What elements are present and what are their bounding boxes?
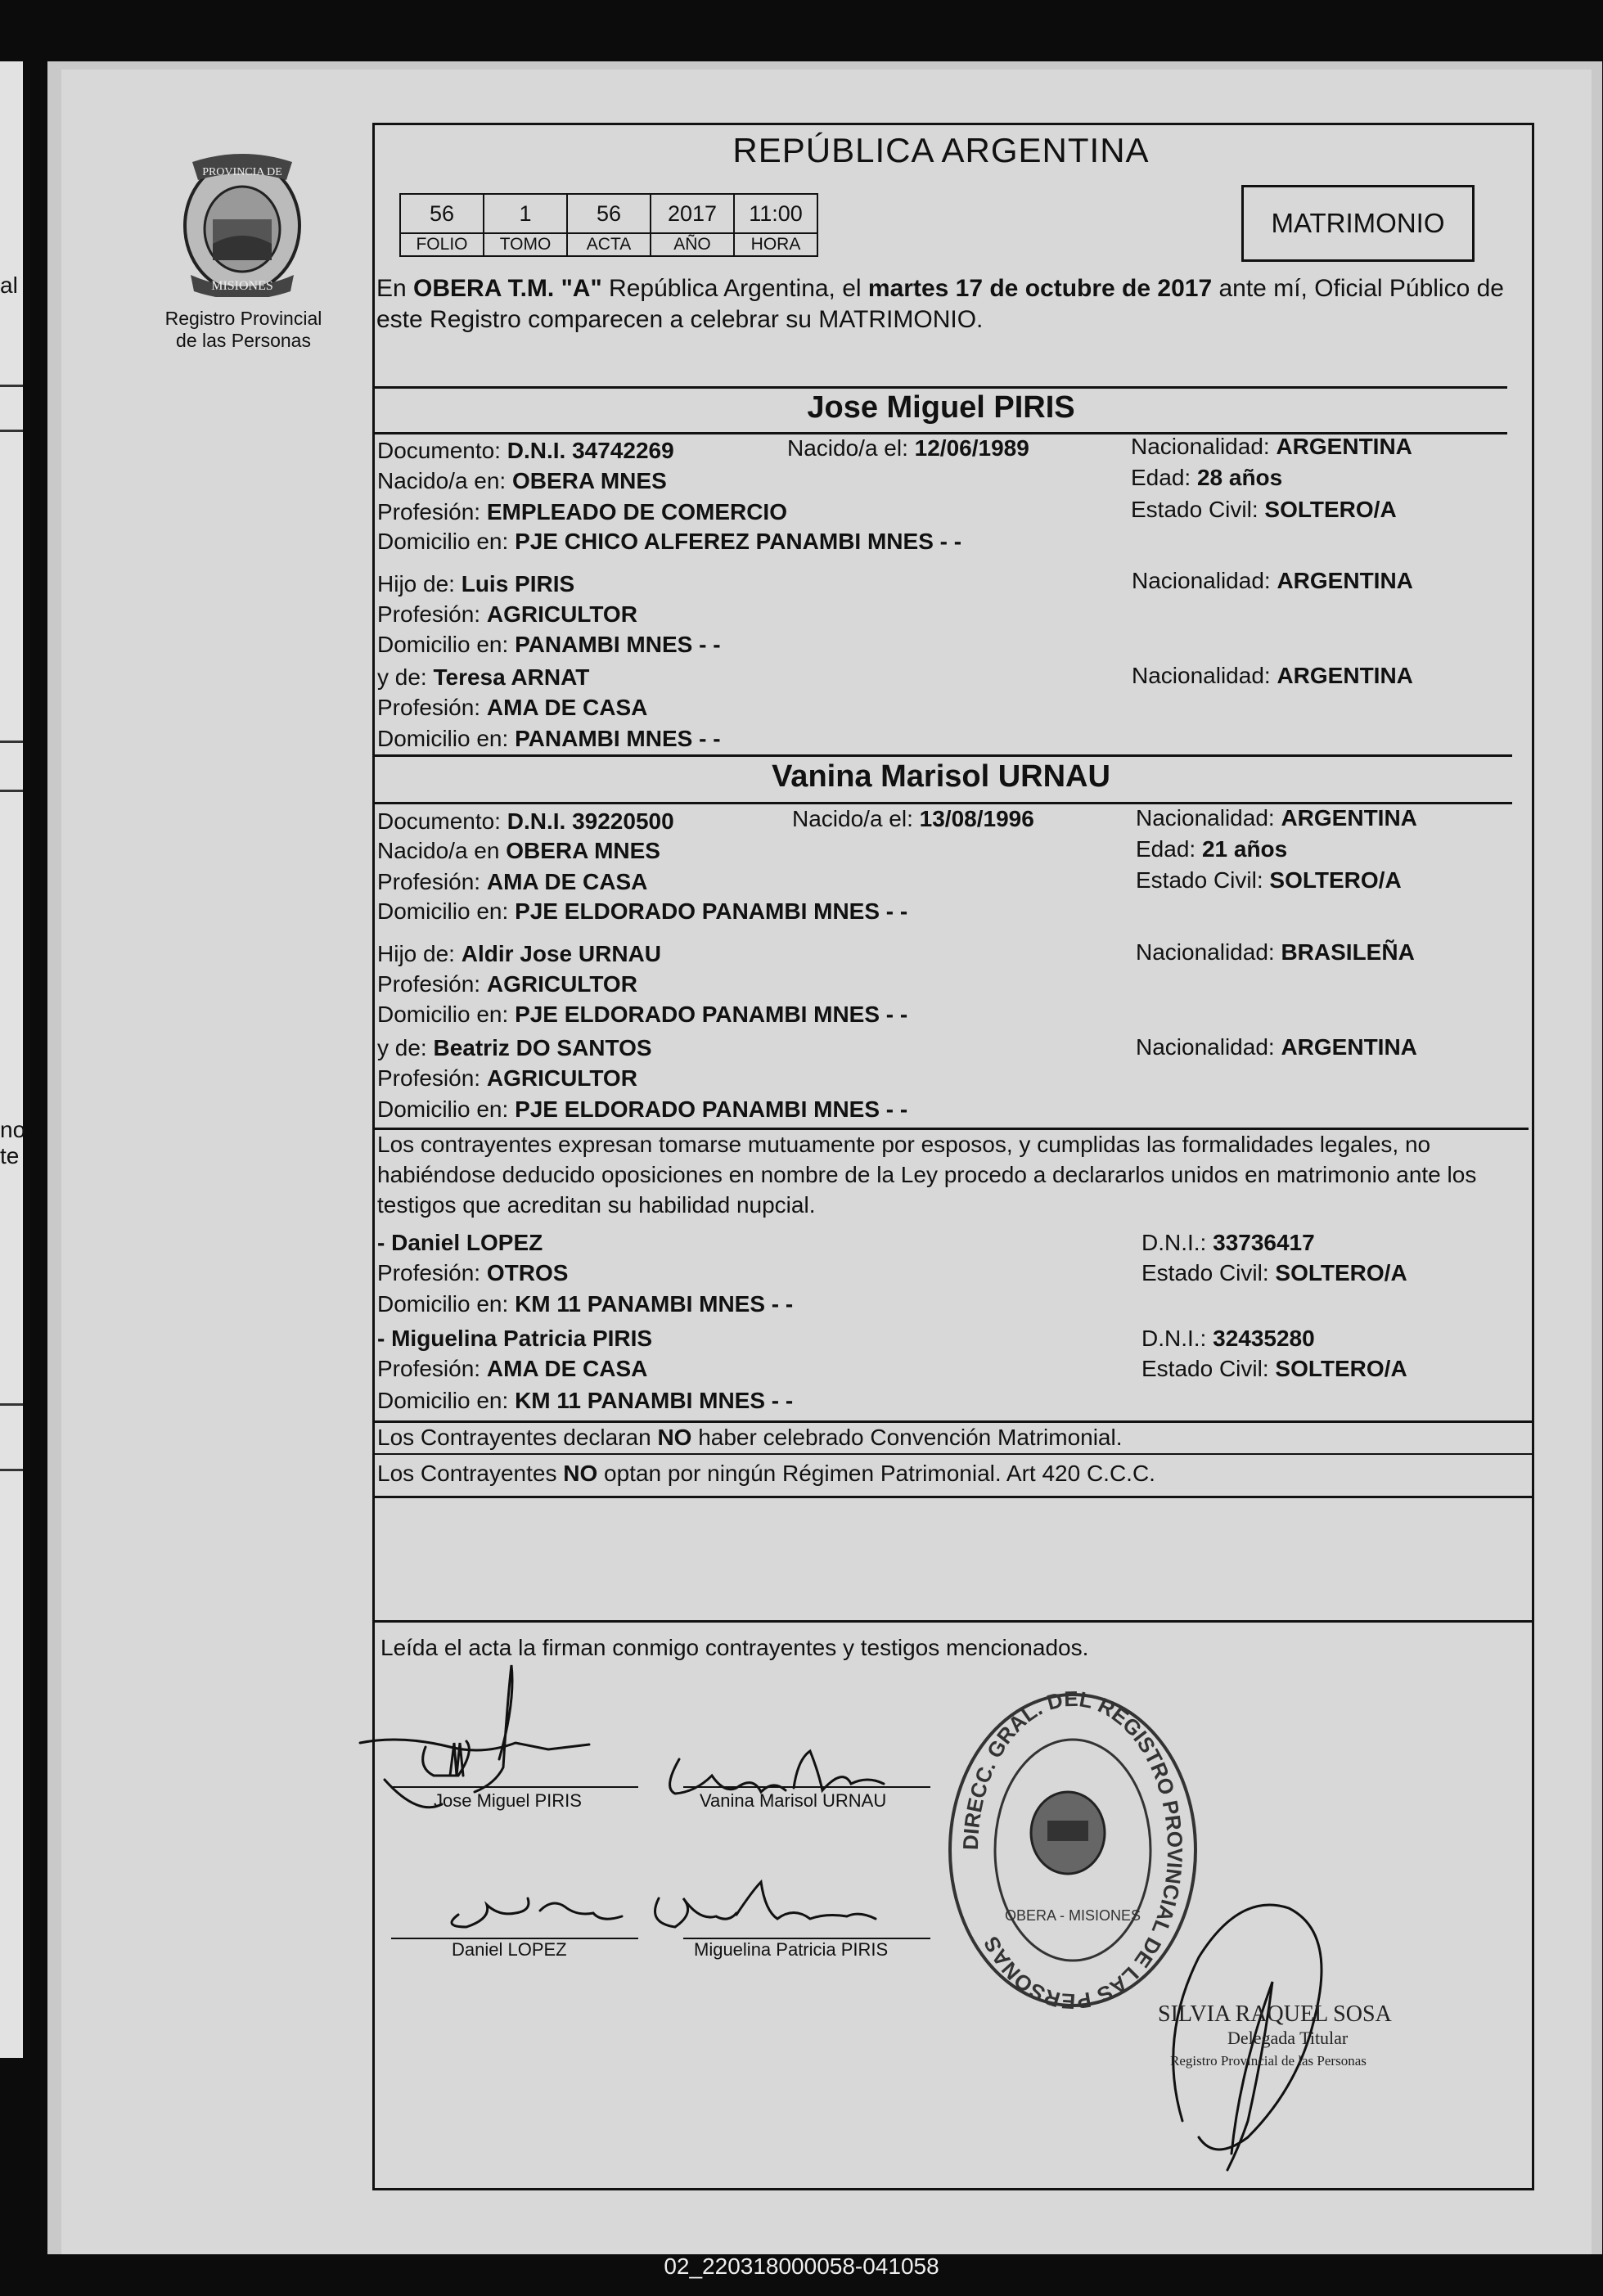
- official-office: Registro Provincial de las Personas: [1170, 2053, 1367, 2069]
- field-label: Estado Civil:: [1141, 1356, 1269, 1381]
- spouse1-name: Jose Miguel PIRIS: [807, 390, 1075, 425]
- declaration-paragraph: Los contrayentes expresan tomarse mutuamente por esposos, y cumplidas las formalidades legales, no habiéndose deducido oposiciones en nombre de la Ley procedo a declararlos unidos en matrimonio ante los testigos que acreditan su habilidad nupcial.: [377, 1132, 1477, 1218]
- spouse2-madre-domicilio: [377, 1096, 907, 1123]
- field-label: Edad:: [1131, 465, 1191, 490]
- previous-page-edge: [0, 61, 26, 2058]
- field-label: D.N.I.:: [1141, 1230, 1207, 1255]
- field-label: Domicilio en:: [377, 529, 509, 554]
- witness1-domicilio: [377, 1291, 793, 1317]
- intro-paragraph: [376, 273, 1514, 335]
- divider: [375, 754, 1512, 757]
- spouse1-padre-nacionalidad: [1132, 568, 1413, 594]
- field-label: Profesión:: [377, 695, 481, 720]
- spouse2-nacido-en: [377, 838, 660, 864]
- field-value: Luis PIRIS: [461, 571, 575, 597]
- divider: [0, 741, 23, 743]
- witness2-dni: [1141, 1326, 1315, 1352]
- witness1-estado-civil: [1141, 1260, 1407, 1286]
- spouse2-padre-domicilio: [377, 1002, 907, 1028]
- signature-line: [683, 1786, 930, 1788]
- text-emphasis: NO: [657, 1425, 692, 1450]
- spouse2-nacionalidad: [1136, 805, 1417, 831]
- prev-page-fragment: al: [0, 272, 18, 298]
- spouse1-padre-domicilio: [377, 632, 721, 658]
- field-label: Nacido/a el:: [787, 435, 908, 461]
- field-label: Estado Civil:: [1136, 867, 1263, 893]
- field-value: PJE CHICO ALFEREZ PANAMBI MNES - -: [515, 529, 962, 554]
- intro-text: En: [376, 275, 414, 302]
- field-value: PANAMBI MNES - -: [515, 726, 721, 751]
- field-label: Nacido/a en: [377, 838, 500, 863]
- spouse2-profesion: [377, 869, 647, 895]
- tomo-label: TOMO: [484, 233, 567, 256]
- field-label: Profesión:: [377, 601, 481, 627]
- convention-line-1: [377, 1425, 1123, 1451]
- field-label: y de:: [377, 664, 427, 690]
- text: Los Contrayentes: [377, 1461, 564, 1486]
- field-value: SOLTERO/A: [1264, 497, 1397, 522]
- field-value: ARGENTINA: [1277, 568, 1413, 593]
- spouse2-estado-civil: [1136, 867, 1402, 894]
- field-label: Edad:: [1136, 836, 1196, 862]
- prev-page-fragment: no: [0, 1117, 26, 1142]
- field-value: PJE ELDORADO PANAMBI MNES - -: [515, 898, 908, 924]
- misiones-coat-of-arms-logo: [176, 154, 308, 297]
- spouse2-padre-nacionalidad: [1136, 939, 1415, 966]
- field-value: PANAMBI MNES - -: [515, 632, 721, 657]
- field-value: BRASILEÑA: [1281, 939, 1415, 965]
- field-label: Estado Civil:: [1141, 1260, 1269, 1285]
- footer-document-id: 02_220318000058-041058: [664, 2253, 939, 2279]
- tomo-value: 1: [484, 194, 567, 233]
- witness2-name: [377, 1326, 652, 1352]
- spouse2-edad: [1136, 836, 1287, 862]
- field-label: Profesión:: [377, 1356, 481, 1381]
- field-label: Nacionalidad:: [1132, 663, 1271, 688]
- text-emphasis: NO: [563, 1461, 598, 1486]
- convention-line-2: [377, 1461, 1155, 1487]
- spouse1-padre-profesion: [377, 601, 637, 628]
- hora-value: 11:00: [734, 194, 817, 233]
- field-value: AMA DE CASA: [486, 1356, 648, 1381]
- logo-text-bottom: MISIONES: [211, 279, 273, 293]
- field-value: ARGENTINA: [1281, 805, 1417, 831]
- field-label: Domicilio en:: [377, 1096, 509, 1122]
- witness2-domicilio: [377, 1388, 793, 1414]
- spouse2-domicilio: [377, 898, 907, 925]
- field-value: KM 11 PANAMBI MNES - -: [515, 1291, 794, 1317]
- spouse1-nacido-el: [787, 435, 1029, 461]
- field-label: Profesión:: [377, 971, 481, 997]
- field-label: Nacionalidad:: [1136, 805, 1275, 831]
- closing-statement: Leída el acta la firman conmigo contrayentes y testigos mencionados.: [380, 1635, 1089, 1660]
- field-label: Hijo de:: [377, 571, 455, 597]
- field-value: AMA DE CASA: [486, 869, 648, 894]
- field-value: Beatriz DO SANTOS: [433, 1035, 652, 1060]
- intro-text: República Argentina, el: [601, 275, 868, 302]
- divider: [375, 802, 1512, 804]
- field-value: AMA DE CASA: [486, 695, 648, 720]
- text: Los Contrayentes declaran: [377, 1425, 658, 1450]
- field-value: ARGENTINA: [1281, 1034, 1417, 1060]
- field-value: KM 11 PANAMBI MNES - -: [515, 1388, 794, 1413]
- witness2-profesion: [377, 1356, 647, 1382]
- field-value: SOLTERO/A: [1275, 1356, 1407, 1381]
- field-value: 12/06/1989: [914, 435, 1029, 461]
- intro-place: OBERA T.M. "A": [413, 275, 602, 302]
- spouse1-madre-profesion: [377, 695, 647, 721]
- witness1-profesion: [377, 1260, 568, 1286]
- signature-name-jose: Jose Miguel PIRIS: [434, 1790, 582, 1811]
- spouse1-nacionalidad: [1131, 434, 1412, 460]
- act-type-box: MATRIMONIO: [1241, 185, 1475, 262]
- field-label: y de:: [377, 1035, 427, 1060]
- field-value: SOLTERO/A: [1275, 1260, 1407, 1285]
- field-value: PJE ELDORADO PANAMBI MNES - -: [515, 1096, 908, 1122]
- field-value: EMPLEADO DE COMERCIO: [486, 499, 787, 524]
- spouse1-padre: [377, 571, 574, 597]
- field-value: - Miguelina Patricia PIRIS: [377, 1326, 653, 1351]
- field-label: Hijo de:: [377, 941, 455, 966]
- divider: [0, 790, 23, 792]
- logo-caption-line1: Registro Provincial: [164, 308, 322, 329]
- spouse2-padre-profesion: [377, 971, 637, 997]
- spouse1-madre: [377, 664, 589, 691]
- intro-date: martes 17 de octubre de 2017: [867, 275, 1213, 302]
- spouse1-domicilio: [377, 529, 961, 555]
- field-value: AGRICULTOR: [486, 1065, 637, 1091]
- spouse2-nacido-el: [792, 806, 1034, 832]
- field-value: 33736417: [1213, 1230, 1315, 1255]
- acta-value: 56: [567, 194, 651, 233]
- field-value: AGRICULTOR: [486, 601, 637, 627]
- spouse2-padre: [377, 941, 661, 967]
- field-label: Estado Civil:: [1131, 497, 1259, 522]
- field-value: OTROS: [486, 1260, 569, 1285]
- spouse2-name: Vanina Marisol URNAU: [772, 759, 1110, 794]
- field-value: 28 años: [1196, 465, 1283, 490]
- signature-name-vanina: Vanina Marisol URNAU: [700, 1790, 887, 1811]
- field-value: Teresa ARNAT: [433, 664, 590, 690]
- witness1-dni: [1141, 1230, 1315, 1256]
- witness1-name: [377, 1230, 543, 1256]
- official-name: SILVIA RAQUEL SOSA: [1158, 2001, 1392, 2027]
- field-label: Nacionalidad:: [1131, 434, 1270, 459]
- field-label: Domicilio en:: [377, 1388, 509, 1413]
- logo-caption: [147, 308, 340, 352]
- field-label: Nacionalidad:: [1132, 568, 1271, 593]
- signature-name-daniel: Daniel LOPEZ: [452, 1939, 567, 1960]
- field-label: Profesión:: [377, 869, 481, 894]
- divider: [0, 1403, 23, 1406]
- spouse1-madre-domicilio: [377, 726, 721, 752]
- field-value: OBERA MNES: [506, 838, 660, 863]
- spouse2-madre-nacionalidad: [1136, 1034, 1417, 1060]
- field-label: Documento:: [377, 808, 501, 834]
- anio-value: 2017: [651, 194, 734, 233]
- divider: [375, 1420, 1533, 1423]
- anio-label: AÑO: [651, 233, 734, 256]
- signature-line: [391, 1786, 638, 1788]
- page-title: REPÚBLICA ARGENTINA: [732, 131, 1150, 169]
- field-label: Profesión:: [377, 499, 481, 524]
- field-value: PJE ELDORADO PANAMBI MNES - -: [515, 1002, 908, 1027]
- spouse1-estado-civil: [1131, 497, 1397, 523]
- divider: [375, 386, 1507, 389]
- spouse2-madre-profesion: [377, 1065, 637, 1092]
- official-signature: [1150, 1875, 1461, 2174]
- stamp-inner-text: OBERA - MISIONES: [1004, 1907, 1141, 1924]
- registry-info-table: [399, 193, 818, 257]
- field-value: 13/08/1996: [919, 806, 1034, 831]
- field-label: Nacionalidad:: [1136, 939, 1275, 965]
- field-value: ARGENTINA: [1276, 434, 1412, 459]
- folio-value: 56: [400, 194, 484, 233]
- field-label: Profesión:: [377, 1260, 481, 1285]
- prev-page-fragment: te: [0, 1143, 20, 1168]
- logo-caption-line2: de las Personas: [176, 330, 311, 351]
- spouse1-profesion: [377, 499, 787, 525]
- spouse1-nacido-en: [377, 468, 667, 494]
- field-label: Nacido/a el:: [792, 806, 913, 831]
- field-label: Domicilio en:: [377, 898, 509, 924]
- field-label: Domicilio en:: [377, 632, 509, 657]
- divider: [0, 1469, 23, 1471]
- spouse1-documento: [377, 438, 674, 464]
- field-label: Nacido/a en:: [377, 468, 507, 493]
- intro-text: ante mí, Oficial Público de este Registro comparecen a celebrar su MATRIMONIO.: [376, 275, 1504, 333]
- folio-label: FOLIO: [400, 233, 484, 256]
- field-value: D.N.I. 39220500: [507, 808, 674, 834]
- logo-text-top: PROVINCIA DE: [202, 166, 282, 178]
- spouse2-documento: [377, 808, 674, 835]
- divider: [0, 430, 23, 432]
- signature-name-miguelina: Miguelina Patricia PIRIS: [694, 1939, 889, 1960]
- field-value: OBERA MNES: [512, 468, 667, 493]
- spouse1-edad: [1131, 465, 1282, 491]
- field-label: Documento:: [377, 438, 501, 463]
- field-label: Domicilio en:: [377, 1002, 509, 1027]
- field-value: 21 años: [1201, 836, 1288, 862]
- field-value: AGRICULTOR: [486, 971, 637, 997]
- official-role: Delegada Titular: [1227, 2028, 1349, 2048]
- field-value: D.N.I. 34742269: [507, 438, 674, 463]
- field-value: 32435280: [1213, 1326, 1315, 1351]
- field-value: ARGENTINA: [1277, 663, 1413, 688]
- text: optan por ningún Régimen Patrimonial. Art 420 C.C.C.: [597, 1461, 1155, 1486]
- stamp-ring-text: DIRECC. GRAL. DEL REGISTRO PROVINCIAL DE LAS PERSONAS: [957, 1690, 1188, 2010]
- hora-label: HORA: [734, 233, 817, 256]
- spouse2-madre: [377, 1035, 652, 1061]
- field-value: Aldir Jose URNAU: [461, 941, 661, 966]
- field-label: Nacionalidad:: [1136, 1034, 1275, 1060]
- text: haber celebrado Convención Matrimonial.: [691, 1425, 1123, 1450]
- field-label: Domicilio en:: [377, 726, 509, 751]
- spouse1-madre-nacionalidad: [1132, 663, 1413, 689]
- field-value: SOLTERO/A: [1269, 867, 1402, 893]
- witness2-estado-civil: [1141, 1356, 1407, 1382]
- divider: [375, 1620, 1533, 1623]
- divider: [375, 1496, 1533, 1498]
- field-label: D.N.I.:: [1141, 1326, 1207, 1351]
- field-label: Domicilio en:: [377, 1291, 509, 1317]
- acta-label: ACTA: [567, 233, 651, 256]
- field-value: - Daniel LOPEZ: [377, 1230, 543, 1255]
- divider: [375, 1453, 1533, 1455]
- divider: [0, 385, 23, 387]
- field-label: Profesión:: [377, 1065, 481, 1091]
